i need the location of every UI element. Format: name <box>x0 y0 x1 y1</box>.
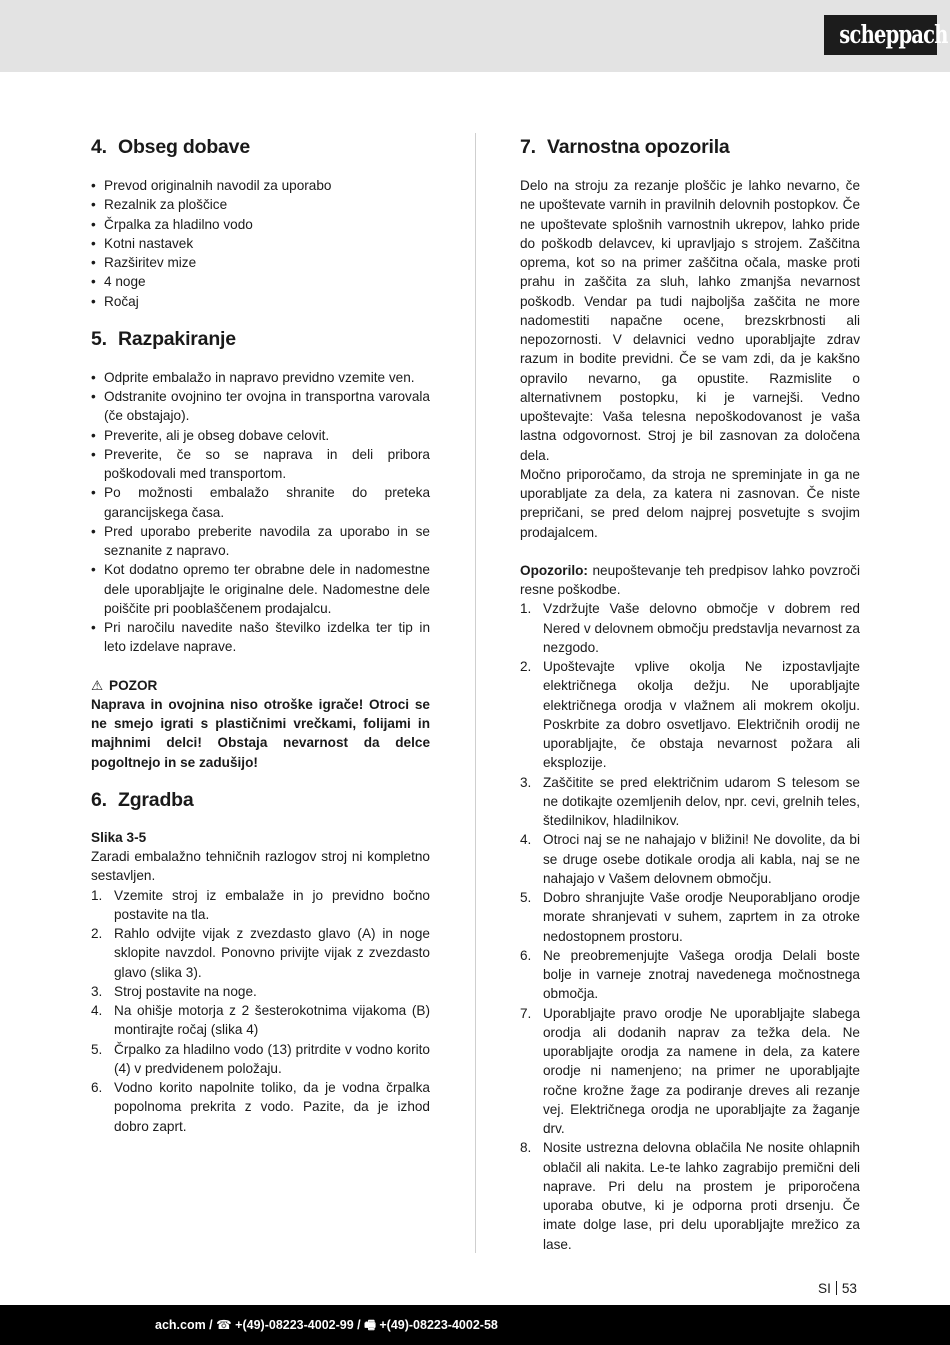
footer-band <box>0 1305 950 1345</box>
assembly-intro: Zaradi embalažno tehničnih razlogov stroj ni kompletno sestavljen. <box>91 849 430 884</box>
assembly-steps <box>91 886 430 1136</box>
list-item: 5. Črpalko za hladilno vodo (13) pritrdite v vodno korito (4) v predvidenem položaju. <box>91 1041 430 1076</box>
section-6-heading: 6. Zgradba <box>91 788 194 811</box>
list-item: • Kotni nastavek <box>91 234 430 253</box>
list-item: 1. Vzdržujte Vaše delovno območje v dobrem red Nered v delovnem območju predstavlja nevarnost za nezgodo. <box>520 601 860 655</box>
figure-reference: Slika 3-5 <box>91 829 147 845</box>
list-item: • Ročaj <box>91 292 430 311</box>
caution-heading: ⚠ POZOR <box>91 676 430 695</box>
list-item: 7. Uporabljajte pravo orodje Ne uporabljajte slabega orodja ali dodanih naprav za težka dela. Ne uporabljajte orodja za namene in dela, za katere orodje ni namenjeno; na primer ne uporabljajte ročne krožne žage za podiranje dreves ali rezanje vej. Električnega orodja ne uporabljajte za žaganje drv. <box>520 1005 860 1136</box>
list-item: 3. Stroj postavite na noge. <box>91 983 257 999</box>
list-item: 8. Nosite ustrezna delovna oblačila Ne nosite ohlapnih oblačil ali nakita. Le-te lahko zagrabijo premični deli naprave. Pri delu na prostem je priporočena uporaba obutve, ki je odporna proti drsenju. Če imate dolge lase, pri delu uporabljajte mrežico za lase. <box>520 1140 860 1252</box>
section-5-heading: 5. Razpakiranje <box>91 327 236 350</box>
list-item: 5. Dobro shranjujte Vaše orodje Neuporabljano orodje morate shranjevati v suhem, zaprtem in za otroke nedostopnem prostoru. <box>520 890 860 944</box>
list-item: • Kot dodatno opremo ter obrabne dele in nadomestne dele uporabljajte le originalne dele. Nadomestne dele poiščite pri pooblaščenem prodajalcu. <box>91 560 430 618</box>
list-item: 4. Na ohišje motorja z 2 šesterokotnima vijakoma (B) montirajte ročaj (slika 4) <box>91 1003 430 1038</box>
list-item: 6. Ne preobremenjujte Vašega orodja Delali boste bolje in varneje znotraj navedenega močnostnega območja. <box>520 947 860 1002</box>
contact-line: ach.com / ☎ +(49)-08223-4002-99 / 🖷 +(49)-08223-4002-58 <box>155 1318 498 1332</box>
scheppach-logo: scheppach <box>824 15 937 55</box>
list-item: 2. Upoštevajte vplive okolja Ne izpostavljajte električnega okolja dežju. Ne uporabljajte električnega orodja v vlažnem ali mokrem okolju. Poskrbite za dobro osvetljavo. Električnih orodij ne uporabljajte, če obstaja nevarnost požara ali eksplozije. <box>520 659 860 771</box>
warning-paragraph: Opozorilo: neupoštevanje teh predpisov lahko povzroči resne poškodbe. <box>520 562 860 597</box>
caution-text: Naprava in ovojnina niso otroške igrače! Otroci se ne smejo igrati s plastičnimi vrečkami, folijami in majhnimi delci! Obstaja nevarnost da delce pogoltnejo in se zadušijo! <box>91 696 430 770</box>
scope-of-delivery-list <box>91 176 430 311</box>
list-item: 3. Zaščitite se pred električnim udarom S telesom se ne dotikajte ozemljenih delov, npr. cevi, grelnih teles, štedilnikov, hladilnikov. <box>520 774 860 828</box>
list-item: • Odprite embalažo in napravo previdno vzemite ven. <box>91 368 430 387</box>
page-number-separator <box>836 1281 837 1295</box>
list-item: • Odstranite ovojnino ter ovojna in transportna varovala (če obstajajo). <box>91 387 430 426</box>
safety-list <box>520 599 860 1254</box>
list-item: • Po možnosti embalažo shranite do preteka garancijskega časa. <box>91 483 430 522</box>
list-item: • 4 noge <box>91 272 430 291</box>
unpacking-list <box>91 368 430 657</box>
list-item: 6. Vodno korito napolnite toliko, da je vodna črpalka popolnoma prekrita z vodo. Pazite, da je izhod dobro zaprt. <box>91 1080 430 1134</box>
list-item: • Rezalnik za ploščice <box>91 195 430 214</box>
list-item: 1. Vzemite stroj iz embalaže in jo previdno bočno postavite na tla. <box>91 887 430 922</box>
list-item: • Prevod originalnih navodil za uporabo <box>91 176 430 195</box>
column-divider <box>475 133 476 1253</box>
page-number: SI 53 <box>818 1281 857 1296</box>
header-band <box>0 0 950 72</box>
right-column <box>520 135 860 1254</box>
list-item: • Pred uporabo preberite navodila za uporabo in se seznanite z napravo. <box>91 522 430 561</box>
section-4-heading: 4. Obseg dobave <box>91 136 250 158</box>
warning-triangle-icon: ⚠ <box>91 677 104 693</box>
list-item: • Preverite, ali je obseg dobave celovit. <box>91 426 430 445</box>
list-item: • Preverite, če so se naprava in deli pribora poškodovali med transportom. <box>91 445 430 484</box>
list-item: • Razširitev mize <box>91 253 430 272</box>
list-item: • Pri naročilu navedite našo številko izdelka ter tip in leto izdelave naprave. <box>91 618 430 657</box>
safety-intro-2: Močno priporočamo, da stroja ne spreminjate in ga ne uporabljate za dela, za katera ni zasnovan. Če niste prepričani, se pred delom najprej posvetujte s svojim prodajalcem. <box>520 466 860 540</box>
left-column <box>91 135 430 1136</box>
section-7-heading: 7. Varnostna opozorila <box>520 136 730 158</box>
safety-intro: Delo na stroju za rezanje ploščic je lahko nevarno, če ne upoštevate varnih in pravilnih delovnih postopkov. Če ne upoštevate splošnih varnostnih ukrepov, lahko pride do poškodb delavcev, ki upravljajo s strojem. Zaščitna oprema, kot so na primer zaščitna očala, maske proti prahu in zaščita za sluh, lahko zmanjša nevarnost poškodb. Vendar pa tudi najboljša zaščita ne more nadomestiti napačne ocene, brezskrbnosti ali nepozornosti. V delavnici vedno uporabljajte zdrav razum in bodite previdni. Če se vam zdi, da je kakšno opravilo nevarno, ga opustite. Razmislite o alternativnem postopku, ki je varnejši. Vedno upoštevajte: Vaša telesna nepoškodovanost je vaša lastna odgovornost. Stroj je bil zasnovan za določena dela. <box>520 178 860 463</box>
list-item: 4. Otroci naj se ne nahajajo v bližini! Ne dovolite, da bi se druge osebe dotikale orodja ali kabla, naj se ne nahajajo v Vašem delovnem območju. <box>520 832 860 886</box>
warning-label: Opozorilo: <box>520 562 588 578</box>
list-item: • Črpalka za hladilno vodo <box>91 215 430 234</box>
list-item: 2. Rahlo odvijte vijak z zvezdasto glavo (A) in noge sklopite navzdol. Ponovno privijte vijak z zvezdasto glavo (slika 3). <box>91 926 430 980</box>
